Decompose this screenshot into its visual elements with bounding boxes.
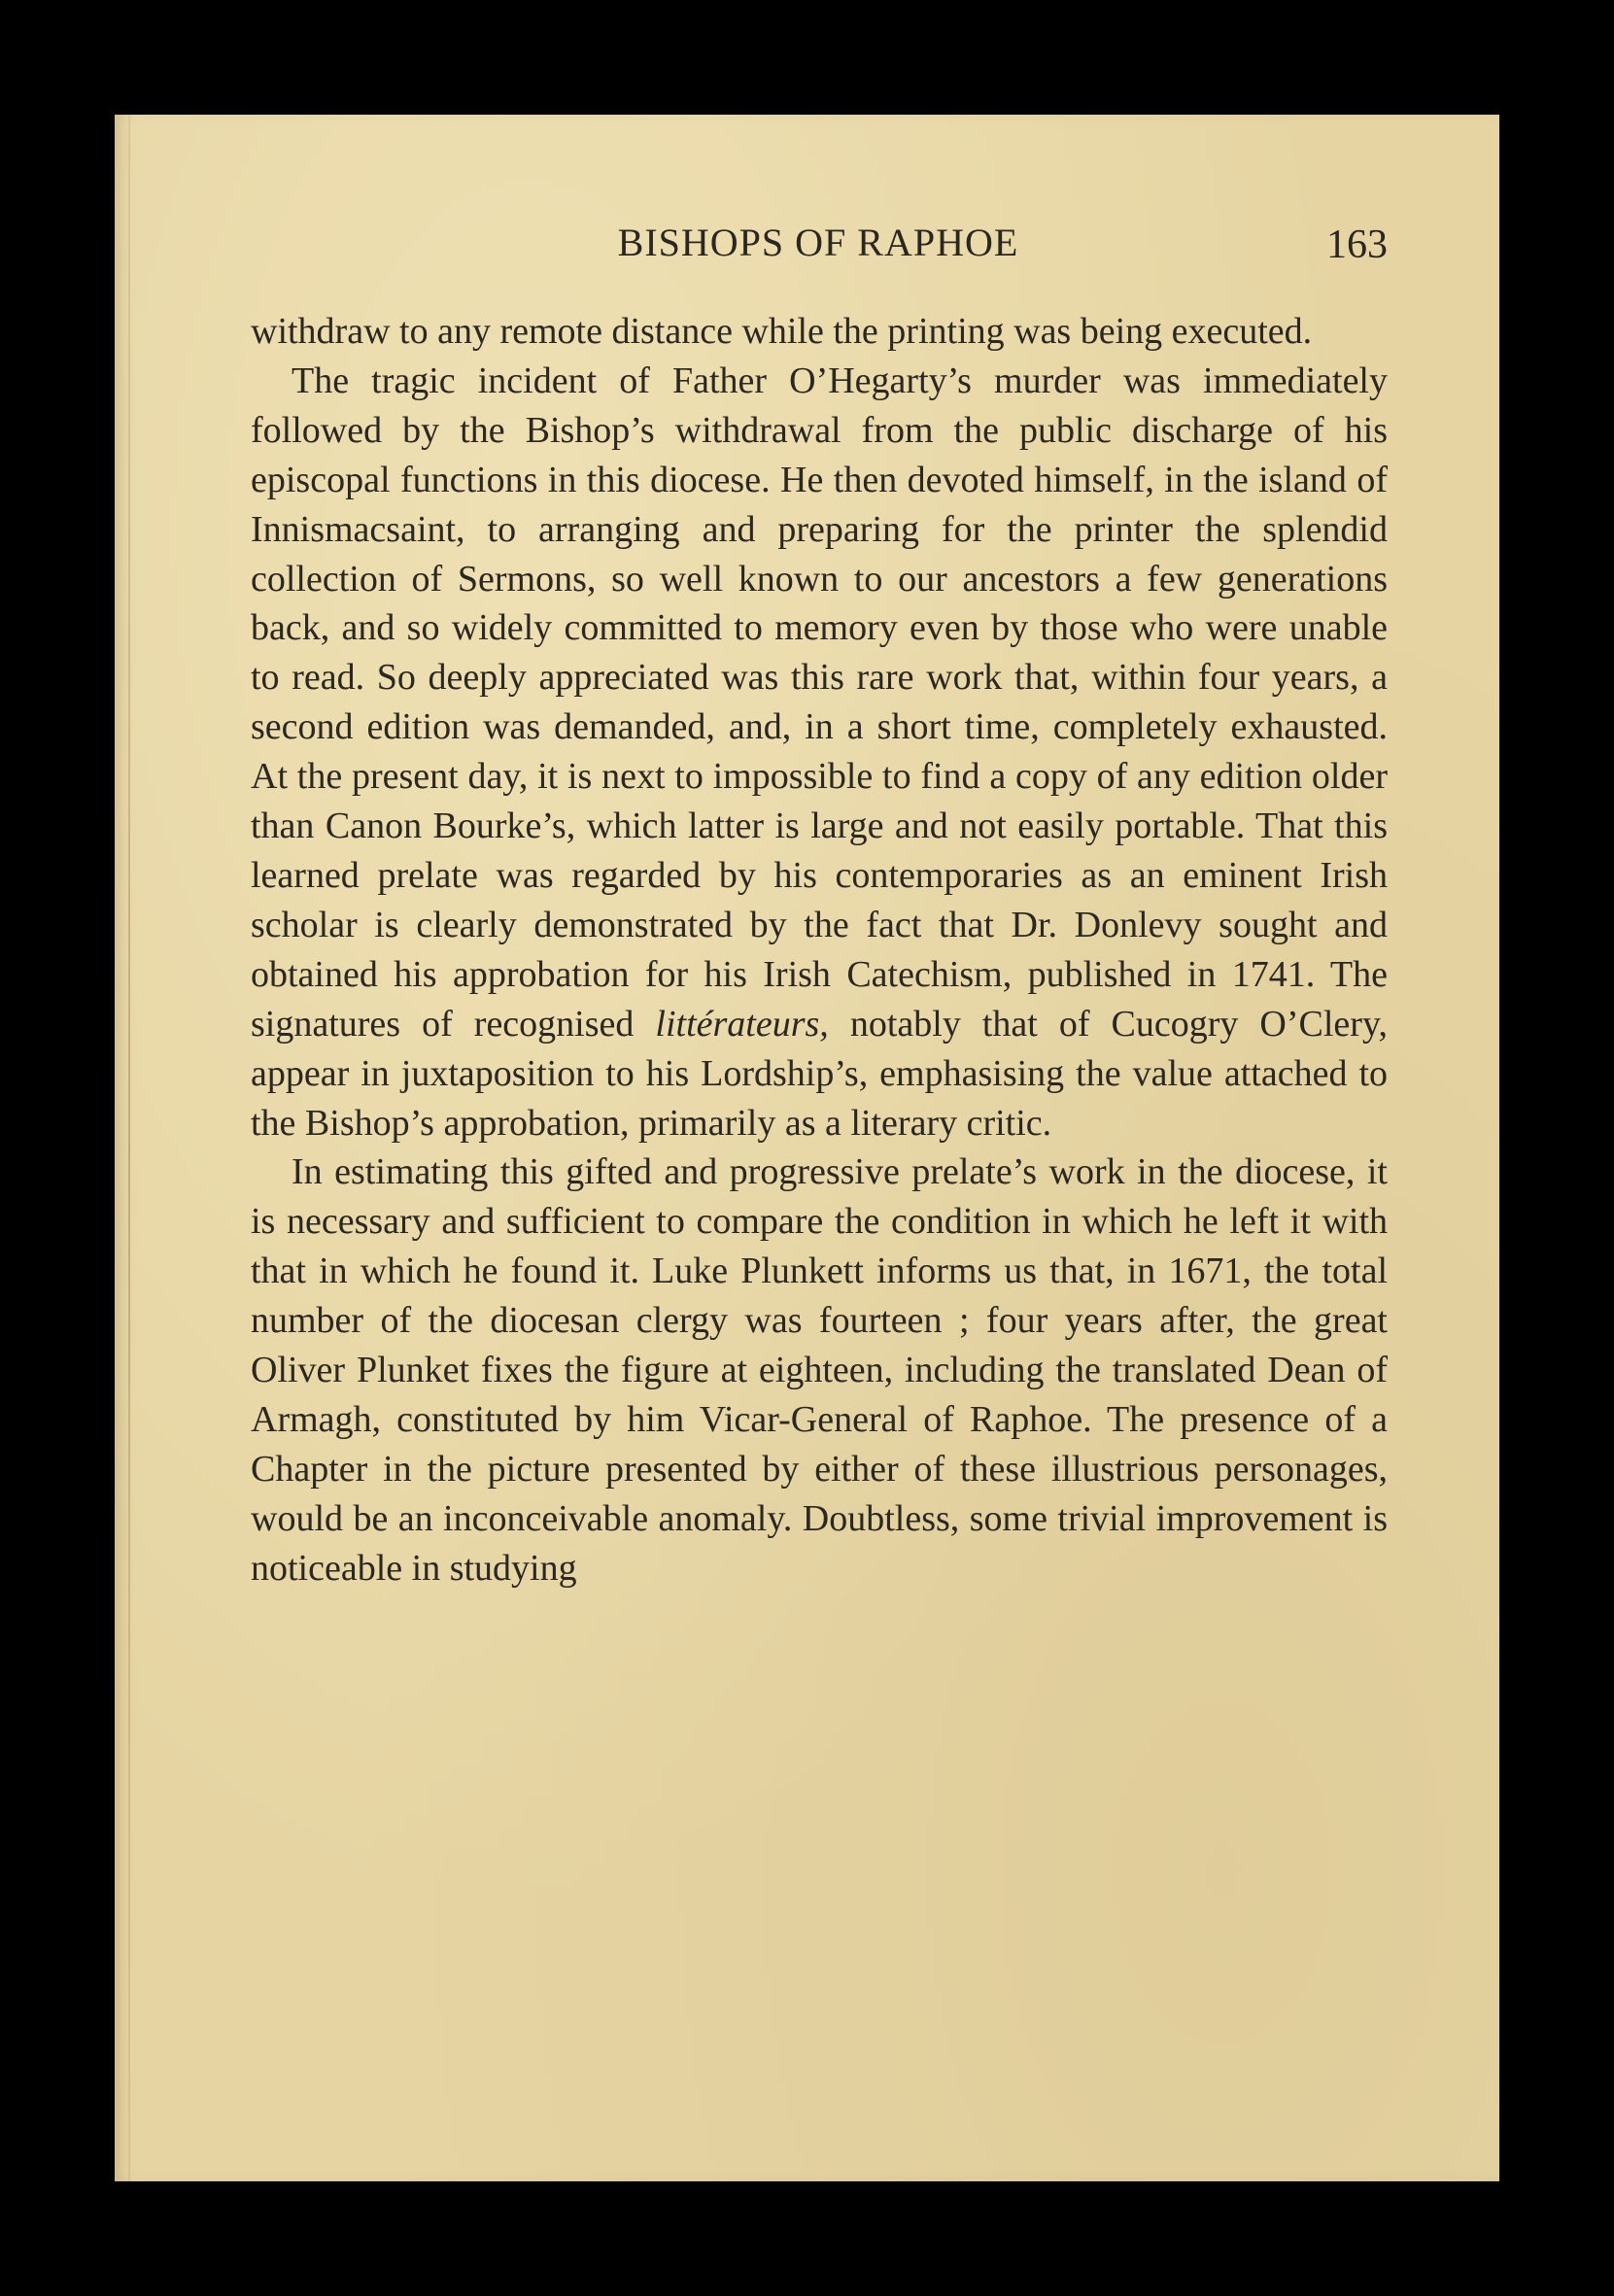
paragraph-diocesan-clergy: In estimating this gifted and progressive prelate’s work in the diocese, it is necessary and sufficient to compare the condition in which he left it with that in which he found it. Luke Plunkett informs us that, in 1671, the total number of the diocesan clergy was fourteen ; four years after, the great Oliver Plunket fixes the figure at eighteen, including the translated Dean of Armagh, constituted by him Vicar-General of Raphoe. The presence of a Chapter in the picture presented by either of these illustrious personages, would be an inconceivable anomaly. Doubtless, some trivial improvement is noticeable in studying bbox=[251, 1151, 1388, 1589]
page-gutter bbox=[128, 115, 130, 2181]
running-head bbox=[249, 220, 1388, 278]
body-text bbox=[251, 307, 1388, 1593]
paragraph-continued: withdraw to any remote distance while the printing was being executed. bbox=[251, 311, 1313, 352]
paragraph-murder-and-sermons bbox=[251, 357, 1388, 1148]
paragraph-text: The tragic incident of Father O’Hegarty’s murder was immediately followed by the Bishop’s withdrawal from the public discharge of his episcopal functions in this diocese. He then devoted himself, in the island of Innismacsaint, to arranging and preparing for the printer the splendid collection of Sermons, so well known to our ancestors a few generations back, and so widely committed to memory even by those who were unable to read. So deeply appreciated was this rare work that, within four years, a second edition was demanded, and, in a short time, completely exhausted. At the present day, it is next to impossible to find a copy of any edition older than Canon Bourke’s, which latter is large and not easily portable. That this learned prelate was regarded by his contemporaries as an eminent Irish scholar is clearly demonstrated by the fact that Dr. Donlevy sought and obtained his approbation for his Irish Catechism, published in 1741. The signatures of recognised bbox=[251, 360, 1388, 1045]
book-page bbox=[115, 115, 1499, 2181]
page-number: 163 bbox=[1326, 223, 1388, 267]
paragraph-text-continued: notably that of Cucogry O’Clery, appear in juxtaposition to his Lordship’s, emphasising the value attached to the Bishop’s approbation, primarily as a literary critic. bbox=[251, 1003, 1388, 1144]
running-title: BISHOPS OF RAPHOE bbox=[617, 221, 1019, 264]
italic-term: littérateurs, bbox=[655, 1003, 829, 1045]
